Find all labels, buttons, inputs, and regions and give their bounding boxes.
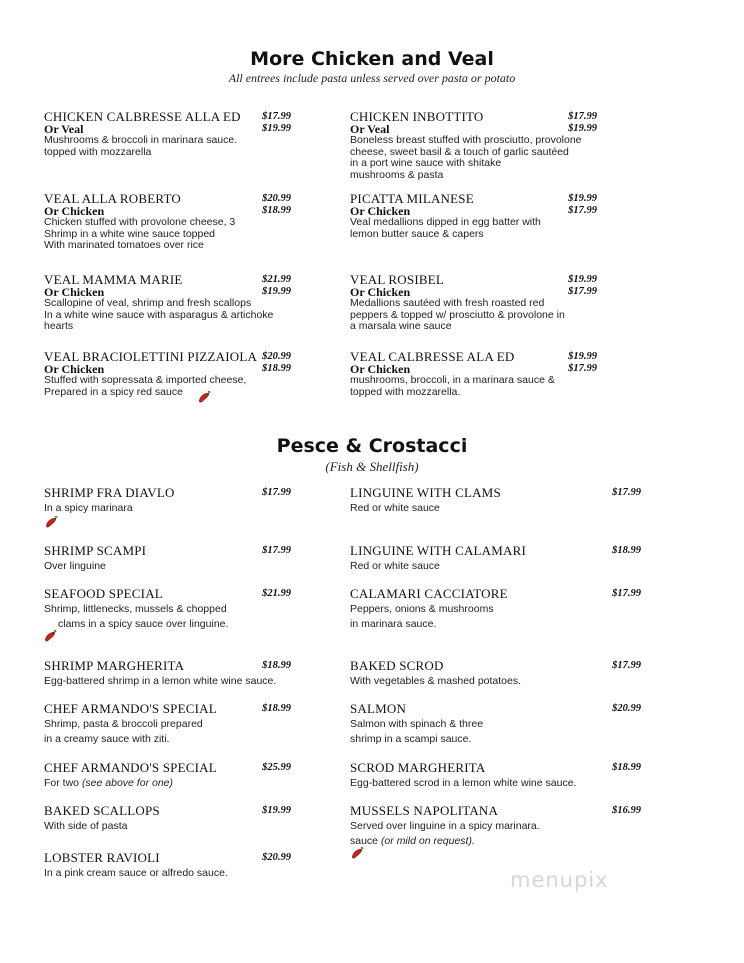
item-price: $19.99 xyxy=(568,351,597,362)
item-desc-line: With vegetables & mashed potatoes. xyxy=(350,675,522,687)
item-price: $21.99 xyxy=(262,274,291,285)
menu-item xyxy=(350,761,576,791)
item-name: VEAL BRACIOLETTINI PIZZAIOLA xyxy=(44,349,258,364)
item-alt-price: $18.99 xyxy=(262,363,291,374)
item-alt-price: $19.99 xyxy=(262,286,291,297)
item-price: $19.99 xyxy=(262,805,291,816)
item-alt-price: $19.99 xyxy=(568,123,597,134)
item-desc-line: hearts xyxy=(44,320,74,332)
spicy-pepper-icon xyxy=(44,515,58,529)
item-price: $16.99 xyxy=(612,805,641,816)
item-desc-line: topped with mozzarella xyxy=(44,145,152,158)
item-name: BAKED SCALLOPS xyxy=(44,803,160,818)
item-name: SHRIMP SCAMPI xyxy=(44,543,147,558)
item-desc-line: clams in a spicy sauce over linguine. xyxy=(58,618,229,630)
item-price: $19.99 xyxy=(568,193,597,204)
item-name: PICATTA MILANESE xyxy=(350,191,474,206)
item-name: SCROD MARGHERITA xyxy=(350,760,486,775)
menu-item xyxy=(44,350,257,398)
menu-item xyxy=(350,804,540,849)
item-alt-price: $19.99 xyxy=(262,123,291,134)
menu-item xyxy=(350,486,501,516)
item-desc-line: Red or white sauce xyxy=(350,502,440,514)
item-name: VEAL ALLA ROBERTO xyxy=(44,191,181,206)
item-price: $18.99 xyxy=(262,660,291,671)
item-price: $18.99 xyxy=(612,762,641,773)
item-desc-line: Egg-battered shrimp in a lemon white wine sauce. xyxy=(44,675,277,687)
item-price: $20.99 xyxy=(262,351,291,362)
menu-item xyxy=(44,192,235,252)
item-desc-line: With side of pasta xyxy=(44,820,128,832)
menu-item xyxy=(44,851,228,881)
item-name: CHEF ARMANDO'S SPECIAL xyxy=(44,760,217,775)
item-name: SHRIMP MARGHERITA xyxy=(44,658,185,673)
item-desc-line: In a white wine sauce with asparagus & artichoke xyxy=(44,308,274,321)
item-desc-line: peppers & topped w/ prosciutto & provolone in xyxy=(350,308,565,321)
menu-item xyxy=(44,659,276,689)
item-price: $20.99 xyxy=(262,852,291,863)
item-price: $19.99 xyxy=(568,274,597,285)
item-desc-line xyxy=(44,776,217,791)
item-desc-line: Boneless breast stuffed with prosciutto, provolone xyxy=(350,134,582,146)
item-name: CHICKEN INBOTTITO xyxy=(350,109,484,124)
menu-item xyxy=(44,110,241,158)
item-desc-line: Veal medallions dipped in egg batter with xyxy=(350,216,541,228)
item-desc-line: Served over linguine in a spicy marinara. xyxy=(350,820,540,832)
watermark-logo: menupix xyxy=(510,868,609,892)
item-price: $18.99 xyxy=(612,545,641,556)
item-alt: Or Veal xyxy=(350,122,390,136)
item-desc-plain: sauce xyxy=(350,835,381,847)
menu-item xyxy=(44,702,217,747)
menu-item xyxy=(350,659,521,689)
menu-item xyxy=(44,544,146,574)
item-name: VEAL ROSIBEL xyxy=(350,272,444,287)
item-alt: Or Chicken xyxy=(350,285,411,299)
item-name: BAKED SCROD xyxy=(350,658,444,673)
item-desc-line: mushrooms, broccoli, in a marinara sauce & xyxy=(350,374,555,386)
item-alt: Or Chicken xyxy=(44,204,105,218)
item-alt: Or Chicken xyxy=(350,204,411,218)
item-price: $20.99 xyxy=(262,193,291,204)
section-subtitle-pesce: (Fish & Shellfish) xyxy=(325,459,419,474)
menu-item xyxy=(350,350,555,398)
item-desc-line: Prepared in a spicy red sauce xyxy=(44,385,183,398)
item-price: $17.99 xyxy=(262,111,291,122)
item-alt: Or Chicken xyxy=(350,362,411,376)
item-name: VEAL MAMMA MARIE xyxy=(44,272,183,287)
item-price: $17.99 xyxy=(262,545,291,556)
item-desc-line: shrimp in a scampi sauce. xyxy=(350,733,472,745)
item-desc-line: Mushrooms & broccoli in marinara sauce. xyxy=(44,134,238,146)
menu-item xyxy=(350,587,508,632)
item-alt-price: $17.99 xyxy=(568,205,597,216)
item-desc-italic: (or mild on request). xyxy=(380,835,475,847)
menu-item xyxy=(44,273,273,333)
menu-item xyxy=(350,192,541,240)
section-subtitle-chicken-veal: All entrees include pasta unless served over pasta or potato xyxy=(228,71,516,85)
item-price: $17.99 xyxy=(612,588,641,599)
item-alt: Or Chicken xyxy=(44,362,105,376)
spicy-pepper-icon xyxy=(350,846,364,860)
item-desc-line: topped with mozzarella. xyxy=(350,385,461,398)
item-price: $21.99 xyxy=(262,588,291,599)
menu-item xyxy=(350,273,565,333)
menu-item xyxy=(350,702,483,747)
item-desc-line: in a creamy sauce with ziti. xyxy=(44,733,170,745)
item-name: LINGUINE WITH CLAMS xyxy=(350,485,501,500)
item-desc-line: Shrimp, pasta & broccoli prepared xyxy=(44,718,203,730)
item-desc-line: Red or white sauce xyxy=(350,560,440,572)
item-alt-price: $17.99 xyxy=(568,286,597,297)
menu-item xyxy=(44,587,228,632)
item-desc-line: Shrimp in a white wine sauce topped xyxy=(44,227,216,240)
item-price: $20.99 xyxy=(612,703,641,714)
item-desc-line: Chicken stuffed with provolone cheese, 3 xyxy=(44,216,236,228)
menu-item xyxy=(44,804,160,834)
section-title-pesce: Pesce & Crostacci xyxy=(276,435,468,457)
spicy-pepper-icon xyxy=(197,390,211,404)
item-name: SALMON xyxy=(350,701,407,716)
menu-item xyxy=(350,110,582,181)
item-desc-line: cheese, sweet basil & a touch of garlic sautéed xyxy=(350,145,569,158)
item-desc-line: In a pink cream sauce or alfredo sauce. xyxy=(44,867,228,879)
item-alt-price: $17.99 xyxy=(568,363,597,374)
item-desc-line: a marsala wine sauce xyxy=(350,320,452,332)
item-desc-line: lemon butter sauce & capers xyxy=(350,227,484,240)
item-desc-line xyxy=(350,834,540,849)
menu-item xyxy=(350,544,526,574)
item-price: $17.99 xyxy=(612,660,641,671)
item-name: VEAL CALBRESSE ALA ED xyxy=(350,349,515,364)
item-desc-line: in marinara sauce. xyxy=(350,618,437,630)
menu-item xyxy=(44,761,217,791)
item-price: $17.99 xyxy=(612,487,641,498)
section-title-chicken-veal: More Chicken and Veal xyxy=(250,48,494,70)
item-desc-line: With marinated tomatoes over rice xyxy=(44,239,204,251)
item-price: $18.99 xyxy=(262,703,291,714)
item-name: MUSSELS NAPOLITANA xyxy=(350,803,499,818)
item-alt: Or Chicken xyxy=(44,285,105,299)
item-price: $17.99 xyxy=(262,487,291,498)
spicy-pepper-icon xyxy=(43,629,57,643)
item-name: SEAFOOD SPECIAL xyxy=(44,586,163,601)
item-alt-price: $18.99 xyxy=(262,205,291,216)
item-desc-plain: For two xyxy=(44,777,82,789)
item-desc-line: Scallopine of veal, shrimp and fresh scallops xyxy=(44,297,252,309)
item-name: LOBSTER RAVIOLI xyxy=(44,850,160,865)
item-name: CALAMARI CACCIATORE xyxy=(350,586,508,601)
item-name: CHICKEN CALBRESSE ALLA ED xyxy=(44,109,241,124)
item-name: LINGUINE WITH CALAMARI xyxy=(350,543,527,558)
item-name: CHEF ARMANDO'S SPECIAL xyxy=(44,701,217,716)
item-desc-line: Salmon with spinach & three xyxy=(350,718,484,730)
item-price: $17.99 xyxy=(568,111,597,122)
item-desc-italic: (see above for one) xyxy=(81,777,173,789)
item-desc-line: Medallions sautéed with fresh roasted red xyxy=(350,297,545,309)
item-alt: Or Veal xyxy=(44,122,84,136)
item-desc-line: in a port wine sauce with shitake xyxy=(350,157,502,169)
menu-item xyxy=(44,486,175,516)
item-desc-line: Egg-battered scrod in a lemon white wine sauce. xyxy=(350,777,577,789)
item-desc-line: Stuffed with sopressata & imported cheese, xyxy=(44,374,247,386)
item-desc-line: In a spicy marinara xyxy=(44,502,133,514)
item-desc-line: Peppers, onions & mushrooms xyxy=(350,603,494,615)
item-desc-line: mushrooms & pasta xyxy=(350,168,444,181)
item-price: $25.99 xyxy=(262,762,291,773)
item-name: SHRIMP FRA DIAVLO xyxy=(44,485,175,500)
item-desc-line: Over linguine xyxy=(44,560,106,572)
item-desc-line: Shrimp, littlenecks, mussels & chopped xyxy=(44,603,227,615)
